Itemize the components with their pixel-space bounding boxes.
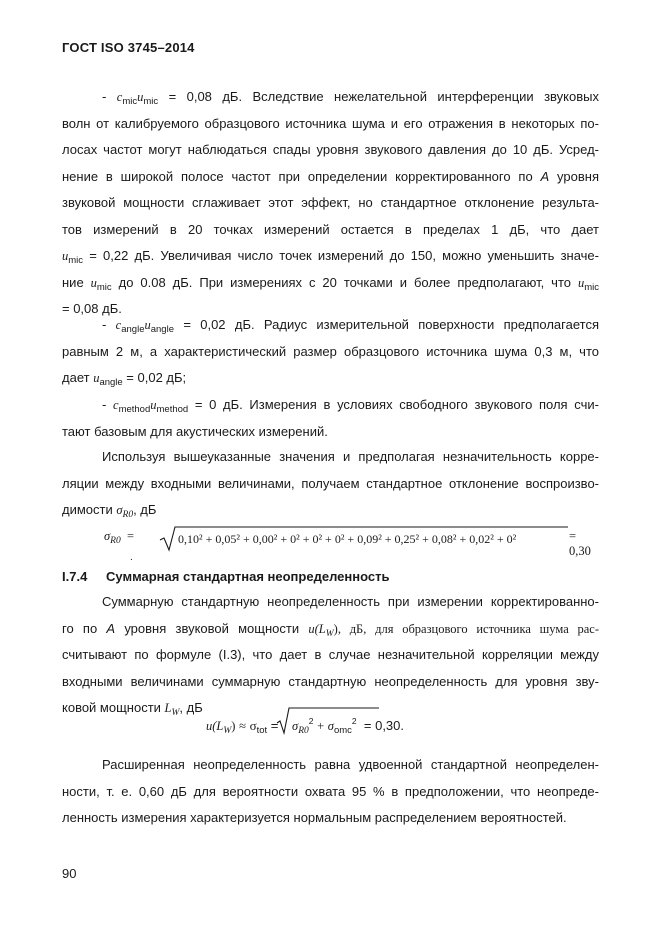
paragraph-mic [62, 84, 599, 323]
text-line: $u_{mic} = 0,22$ дБ. Увеличивая число точек измерений до 150, можно уменьшить значе- [62, 248, 599, 266]
text-line: тов измерений в 20 точках измерений остается в пределах 1 дБ, что дает [62, 221, 599, 237]
paragraph-angle [62, 312, 599, 392]
text-line: тают базовым для акустических измерений. [62, 423, 328, 439]
text-line: Расширенная неопределенность равна удвоенной стандартной неопределен- [102, 757, 599, 772]
formula-result: = 0,30 [569, 529, 591, 558]
text-line: Суммарную стандартную неопределенность при измерении корректированно- [102, 594, 599, 609]
page-number: 90 [62, 866, 77, 881]
radicand: 0,10² + 0,05² + 0,00² + 0² + 0² + 0² + 0,09² + 0,25² + 0,08² + 0,02² + 0² [178, 532, 517, 546]
text-line: дает $u_{angle} = 0,02$ дБ; [62, 370, 187, 388]
radical-sign: $\sigma_{R0}^2 + \sigma_{omc}^2$ [282, 716, 357, 736]
document-header: ГОСТ ISO 3745–2014 [62, 40, 195, 55]
section-heading [62, 566, 389, 588]
text-line: нение в широкой полосе частот при определении корректированного по A уровня [62, 168, 599, 184]
radical-sign [150, 524, 570, 552]
formula-combined: $u(L_W) \approx \sigma_{tot}$ = $\sigma_{R0}^2 + \sigma_{omc}^2 = 0,30$. [206, 716, 404, 746]
section-number: I.7.4 [62, 569, 88, 584]
text-line: волн от калибруемого образцового источника шума и его отражения в некоторых по- [62, 115, 599, 131]
text-line: ние $u_{mic}$ до 0.08 дБ. При измерениях с 20 точками и более предполагают, что $u_{mic}$ [62, 274, 599, 293]
text-line: равным 2 м, а характеристический размер образцового источника шума 0,3 м, что [62, 343, 599, 359]
paragraph-expanded [62, 752, 599, 832]
formula-sigma-r0 [104, 524, 600, 558]
text-line: = 0,08 дБ. [62, 301, 122, 316]
text-line: - $c_{angle}u_{angle} = 0,02$ дБ. Радиус измерительной поверхности предполагается [102, 317, 599, 335]
text-line: входными величинами суммарную стандартную неопределенность для уровня зву- [62, 673, 599, 689]
formula-dot: . [130, 552, 133, 563]
paragraph-method [62, 392, 599, 445]
text-line: димости $\sigma_{R0}$, дБ [62, 502, 157, 520]
text-line: Используя вышеуказанные значения и предполагая незначительность корре- [102, 449, 599, 464]
text-line: ляции между входными величинами, получаем стандартное отклонение воспроизво- [62, 475, 599, 491]
text-line: го по A уровня звуковой мощности $u(L_W)$, дБ, для образцового источника шума рас- [62, 620, 599, 639]
text-line: - $c_{method}u_{method} = 0$ дБ. Измерения в условиях свободного звукового поля счи- [102, 397, 599, 415]
paragraph-reproducibility [62, 444, 599, 524]
paragraph-combined [62, 589, 599, 722]
section-title: Суммарная стандартная неопределенность [106, 569, 390, 584]
text-line: ности, т. е. 0,60 дБ для вероятности охвата 95 % в предположении, что неопреде- [62, 783, 599, 799]
text-line: ковой мощности $L_W$, дБ [62, 700, 203, 718]
text-line: ленность измерения характеризуется нормальным распределением вероятностей. [62, 810, 567, 825]
text-line: лосах частот могут наблюдаться спады уровня звукового давления до 10 дБ. Усред- [62, 142, 599, 157]
formula-lhs: $\sigma_{R0}$ = [104, 529, 135, 546]
text-line: звуковой мощности сглаживает этот эффект, но стандартное отклонение результа- [62, 195, 599, 210]
text-line: считывают по формуле (I.3), что дает в случае незначительной корреляции между [62, 647, 599, 662]
text-line: - $c_{mic}u_{mic} = 0,08$ дБ. Вследствие нежелательной интерференции звуковых [102, 89, 599, 107]
